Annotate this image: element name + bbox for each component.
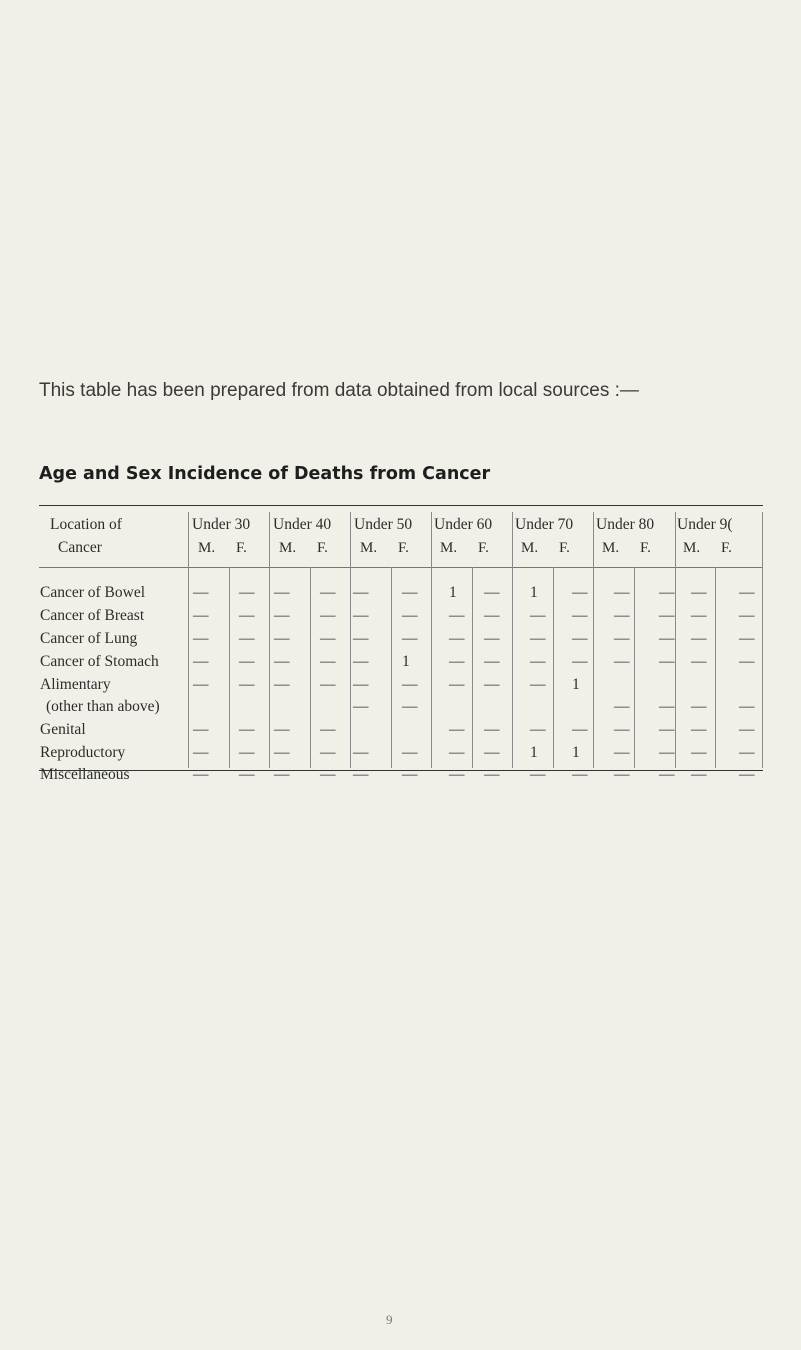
- table-top-rule: [39, 505, 763, 506]
- location-header-line2: Cancer: [58, 539, 102, 556]
- table-cell: —: [274, 676, 290, 693]
- table-cell: —: [274, 653, 290, 670]
- table-cell: —: [614, 698, 630, 715]
- table-cell: —: [193, 630, 209, 647]
- age-group-header: Under 50: [354, 516, 413, 533]
- table-cell: —: [449, 676, 465, 693]
- male-header: M.: [360, 540, 378, 556]
- table-cell: —: [320, 653, 336, 670]
- table-cell: —: [484, 607, 500, 624]
- table-cell: —: [353, 744, 369, 761]
- table-cell: —: [614, 744, 630, 761]
- table-cell: —: [402, 607, 418, 624]
- table-cell: —: [739, 584, 755, 601]
- table-cell: —: [739, 653, 755, 670]
- row-label: Miscellaneous: [40, 766, 130, 783]
- table-cell: —: [449, 607, 465, 624]
- table-cell: —: [402, 630, 418, 647]
- table-cell: —: [320, 721, 336, 738]
- table-cell: —: [484, 653, 500, 670]
- table-cell: —: [353, 630, 369, 647]
- row-label: Cancer of Lung: [40, 630, 138, 647]
- male-header: M.: [440, 540, 458, 556]
- column-divider: [593, 512, 594, 768]
- column-divider: [762, 512, 763, 768]
- table-cell: —: [353, 698, 369, 715]
- male-header: M.: [602, 540, 620, 556]
- table-cell: —: [449, 766, 465, 783]
- male-header: M.: [683, 540, 701, 556]
- row-label: Reproductory: [40, 744, 126, 761]
- table-cell: —: [274, 630, 290, 647]
- row-label: (other than above): [46, 698, 160, 715]
- table-cell: —: [274, 744, 290, 761]
- female-header: F.: [398, 540, 409, 556]
- table-cell: —: [614, 653, 630, 670]
- table-cell: —: [659, 744, 675, 761]
- table-cell: —: [484, 744, 500, 761]
- table-cell: —: [614, 607, 630, 624]
- table-cell: —: [484, 676, 500, 693]
- table-cell: —: [274, 721, 290, 738]
- table-cell: —: [274, 766, 290, 783]
- table-cell: —: [691, 607, 707, 624]
- table-cell: —: [659, 630, 675, 647]
- row-label: Cancer of Breast: [40, 607, 145, 624]
- column-divider: [188, 512, 189, 768]
- table-cell: —: [572, 766, 588, 783]
- table-cell: —: [691, 584, 707, 601]
- column-divider: [512, 512, 513, 768]
- table-cell: —: [193, 721, 209, 738]
- age-group-header: Under 80: [596, 516, 655, 533]
- table-cell: —: [239, 744, 255, 761]
- table-cell: —: [193, 766, 209, 783]
- age-group-header: Under 60: [434, 516, 493, 533]
- table-cell: —: [193, 653, 209, 670]
- table-cell: —: [572, 721, 588, 738]
- row-label: Genital: [40, 721, 86, 738]
- table-cell: —: [320, 630, 336, 647]
- table-cell: —: [614, 630, 630, 647]
- female-header: F.: [640, 540, 651, 556]
- age-group-header: Under 70: [515, 516, 574, 533]
- table-cell: 1: [530, 744, 538, 761]
- table-cell: —: [402, 584, 418, 601]
- table-cell: —: [691, 653, 707, 670]
- male-header: M.: [279, 540, 297, 556]
- table-cell: —: [484, 630, 500, 647]
- male-header: M.: [198, 540, 216, 556]
- table-cell: —: [659, 766, 675, 783]
- table-cell: —: [691, 766, 707, 783]
- column-divider: [229, 567, 230, 768]
- table-cell: —: [449, 653, 465, 670]
- row-label: Cancer of Bowel: [40, 584, 146, 601]
- page-number: 9: [386, 1312, 393, 1327]
- column-divider: [431, 512, 432, 768]
- table-cell: —: [572, 584, 588, 601]
- table-cell: —: [193, 676, 209, 693]
- table-cell: —: [239, 584, 255, 601]
- table-cell: —: [739, 766, 755, 783]
- female-header: F.: [559, 540, 570, 556]
- table-cell: —: [739, 698, 755, 715]
- column-divider: [310, 567, 311, 768]
- table-cell: —: [320, 744, 336, 761]
- table-cell: —: [659, 653, 675, 670]
- table-cell: —: [449, 721, 465, 738]
- table-cell: —: [484, 584, 500, 601]
- column-divider: [675, 512, 676, 768]
- table-cell: —: [572, 630, 588, 647]
- table-cell: —: [484, 766, 500, 783]
- table-cell: —: [239, 721, 255, 738]
- column-divider: [634, 567, 635, 768]
- table-cell: —: [530, 721, 546, 738]
- table-cell: —: [274, 584, 290, 601]
- table-cell: —: [320, 584, 336, 601]
- table-cell: —: [193, 607, 209, 624]
- table-cell: —: [739, 744, 755, 761]
- male-header: M.: [521, 540, 539, 556]
- table-cell: —: [274, 607, 290, 624]
- table-cell: —: [449, 630, 465, 647]
- table-title: Age and Sex Incidence of Deaths from Cancer: [39, 464, 491, 484]
- table-cell: —: [614, 766, 630, 783]
- table-cell: —: [353, 653, 369, 670]
- location-header-line1: Location of: [50, 516, 122, 533]
- column-divider: [391, 567, 392, 768]
- table-cell: —: [614, 721, 630, 738]
- table-cell: —: [530, 676, 546, 693]
- table-cell: —: [739, 721, 755, 738]
- table-cell: —: [449, 744, 465, 761]
- table-cell: —: [353, 584, 369, 601]
- table-cell: —: [572, 653, 588, 670]
- table-cell: —: [353, 766, 369, 783]
- table-cell: —: [691, 698, 707, 715]
- table-cell: —: [530, 766, 546, 783]
- female-header: F.: [721, 540, 732, 556]
- column-divider: [269, 512, 270, 768]
- column-divider: [350, 512, 351, 768]
- table-cell: —: [320, 766, 336, 783]
- female-header: F.: [478, 540, 489, 556]
- table-cell: —: [239, 653, 255, 670]
- female-header: F.: [317, 540, 328, 556]
- table-cell: 1: [449, 584, 457, 601]
- column-divider: [553, 567, 554, 768]
- table-cell: 1: [530, 584, 538, 601]
- table-cell: —: [659, 584, 675, 601]
- age-group-header: Under 40: [273, 516, 332, 533]
- column-divider: [472, 567, 473, 768]
- table-cell: —: [402, 698, 418, 715]
- table-cell: —: [239, 630, 255, 647]
- table-cell: —: [691, 744, 707, 761]
- row-label: Alimentary: [40, 676, 111, 693]
- table-cell: —: [659, 721, 675, 738]
- table-cell: —: [353, 676, 369, 693]
- table-cell: —: [484, 721, 500, 738]
- table-cell: 1: [572, 744, 580, 761]
- column-divider: [715, 567, 716, 768]
- table-header-rule: [39, 567, 763, 568]
- table-cell: —: [530, 653, 546, 670]
- table-cell: —: [320, 607, 336, 624]
- table-cell: 1: [402, 653, 410, 670]
- table-cell: —: [691, 721, 707, 738]
- age-group-header: Under 30: [192, 516, 251, 533]
- table-cell: —: [659, 698, 675, 715]
- intro-text: This table has been prepared from data obtained from local sources :—: [39, 380, 639, 401]
- table-cell: —: [353, 607, 369, 624]
- row-label: Cancer of Stomach: [40, 653, 159, 670]
- table-cell: 1: [572, 676, 580, 693]
- table-cell: —: [739, 607, 755, 624]
- table-cell: —: [614, 584, 630, 601]
- table-cell: —: [739, 630, 755, 647]
- table-cell: —: [193, 744, 209, 761]
- table-cell: —: [402, 676, 418, 693]
- table-cell: —: [239, 676, 255, 693]
- age-group-header: Under 9(: [677, 516, 733, 533]
- table-cell: —: [659, 607, 675, 624]
- table-bottom-rule: [39, 770, 763, 771]
- table-cell: —: [320, 676, 336, 693]
- female-header: F.: [236, 540, 247, 556]
- table-cell: —: [691, 630, 707, 647]
- table-cell: —: [239, 607, 255, 624]
- table-cell: —: [239, 766, 255, 783]
- table-cell: —: [402, 766, 418, 783]
- table-cell: —: [530, 630, 546, 647]
- table-cell: —: [402, 744, 418, 761]
- table-cell: —: [530, 607, 546, 624]
- table-cell: —: [193, 584, 209, 601]
- table-cell: —: [572, 607, 588, 624]
